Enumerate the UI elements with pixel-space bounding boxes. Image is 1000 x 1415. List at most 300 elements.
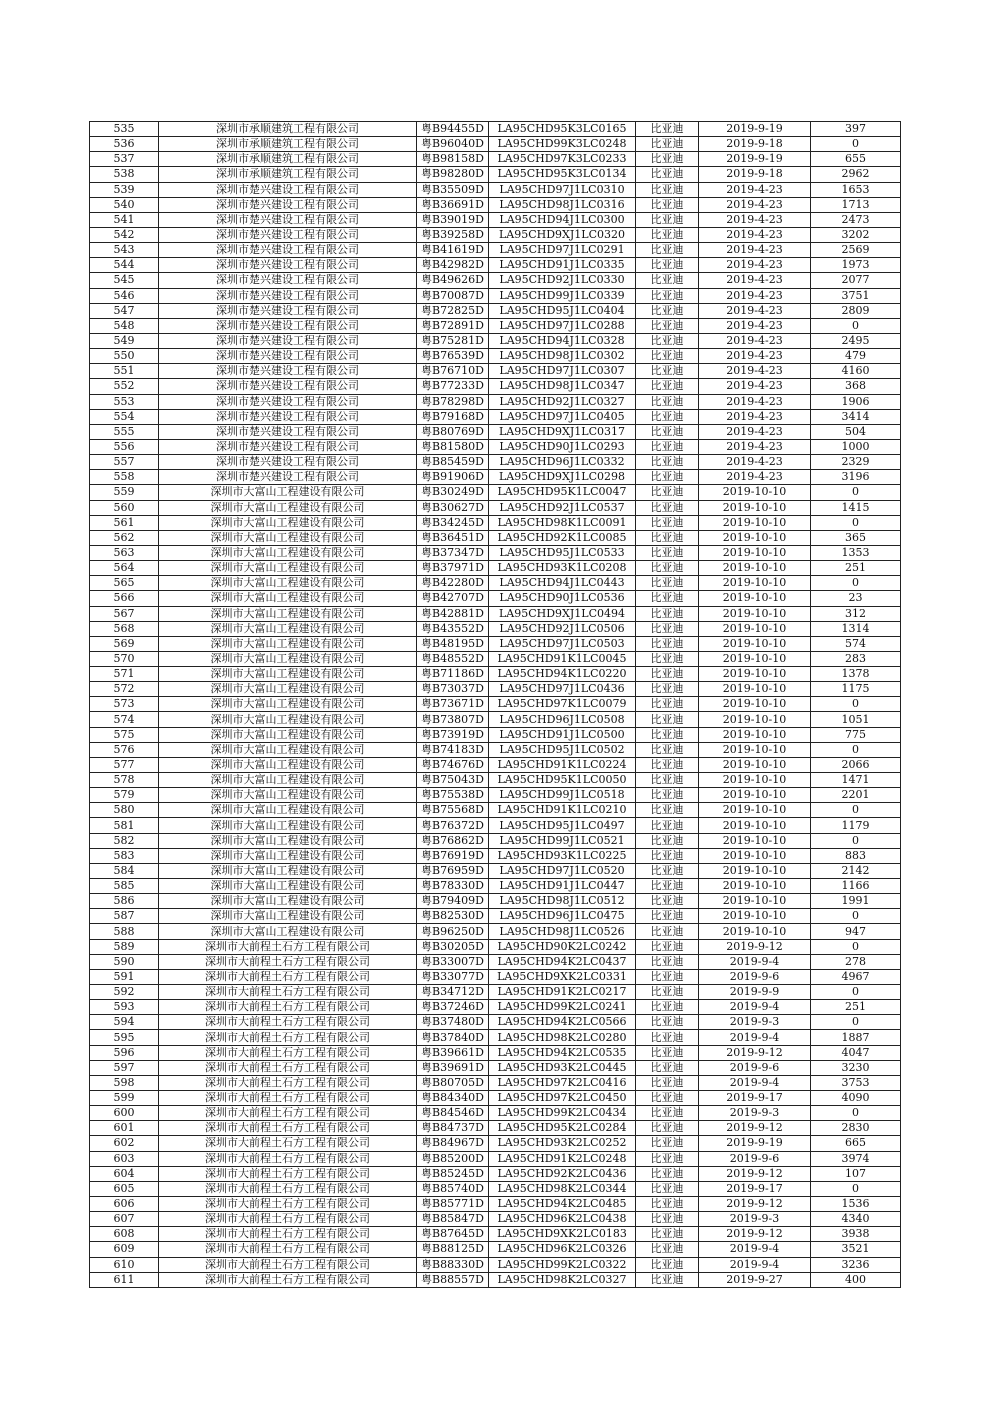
plate-number-cell: 粤B39691D: [417, 1060, 489, 1075]
table-row: [90, 1045, 901, 1060]
company-cell: 深圳市大富山工程建设有限公司: [159, 651, 417, 666]
plate-number-cell: 粤B98158D: [417, 152, 489, 167]
date-cell: 2019-9-6: [699, 969, 811, 984]
date-cell: 2019-10-10: [699, 863, 811, 878]
table-row: [90, 1091, 901, 1106]
date-cell: 2019-4-23: [699, 379, 811, 394]
brand-cell: 比亚迪: [636, 985, 699, 1000]
value-cell: 947: [811, 924, 901, 939]
vin-cell: LA95CHD97K1LC0079: [489, 697, 636, 712]
plate-number-cell: 粤B42881D: [417, 606, 489, 621]
vin-cell: LA95CHD97K3LC0233: [489, 152, 636, 167]
table-row: [90, 424, 901, 439]
company-cell: 深圳市楚兴建设工程有限公司: [159, 243, 417, 258]
value-cell: 0: [811, 742, 901, 757]
company-cell: 深圳市大富山工程建设有限公司: [159, 667, 417, 682]
company-cell: 深圳市大富山工程建设有限公司: [159, 894, 417, 909]
value-cell: 251: [811, 1000, 901, 1015]
plate-number-cell: 粤B39258D: [417, 227, 489, 242]
row-number-cell: 603: [90, 1151, 159, 1166]
table-row: [90, 333, 901, 348]
company-cell: 深圳市承顺建筑工程有限公司: [159, 152, 417, 167]
date-cell: 2019-10-10: [699, 894, 811, 909]
plate-number-cell: 粤B37840D: [417, 1030, 489, 1045]
table-row: [90, 515, 901, 530]
company-cell: 深圳市大前程土石方工程有限公司: [159, 1091, 417, 1106]
plate-number-cell: 粤B70087D: [417, 288, 489, 303]
table-row: [90, 137, 901, 152]
vin-cell: LA95CHD99K2LC0241: [489, 1000, 636, 1015]
row-number-cell: 551: [90, 364, 159, 379]
date-cell: 2019-4-23: [699, 409, 811, 424]
value-cell: 0: [811, 485, 901, 500]
plate-number-cell: 粤B76539D: [417, 349, 489, 364]
date-cell: 2019-10-10: [699, 727, 811, 742]
brand-cell: 比亚迪: [636, 863, 699, 878]
date-cell: 2019-10-10: [699, 545, 811, 560]
brand-cell: 比亚迪: [636, 1060, 699, 1075]
value-cell: 1991: [811, 894, 901, 909]
plate-number-cell: 粤B85459D: [417, 455, 489, 470]
vin-cell: LA95CHD97J1LC0291: [489, 243, 636, 258]
value-cell: 3414: [811, 409, 901, 424]
vin-cell: LA95CHD98J1LC0316: [489, 197, 636, 212]
row-number-cell: 570: [90, 651, 159, 666]
table-row: [90, 682, 901, 697]
row-number-cell: 594: [90, 1015, 159, 1030]
table-row: [90, 243, 901, 258]
table-row: [90, 303, 901, 318]
value-cell: 479: [811, 349, 901, 364]
value-cell: 400: [811, 1272, 901, 1287]
company-cell: 深圳市大前程土石方工程有限公司: [159, 969, 417, 984]
value-cell: 4090: [811, 1091, 901, 1106]
brand-cell: 比亚迪: [636, 848, 699, 863]
brand-cell: 比亚迪: [636, 212, 699, 227]
vin-cell: LA95CHD97J1LC0503: [489, 636, 636, 651]
plate-number-cell: 粤B87645D: [417, 1227, 489, 1242]
table-row: [90, 1000, 901, 1015]
plate-number-cell: 粤B88330D: [417, 1257, 489, 1272]
date-cell: 2019-10-10: [699, 500, 811, 515]
brand-cell: 比亚迪: [636, 515, 699, 530]
date-cell: 2019-9-4: [699, 1030, 811, 1045]
plate-number-cell: 粤B39661D: [417, 1045, 489, 1060]
brand-cell: 比亚迪: [636, 1166, 699, 1181]
vin-cell: LA95CHD92J1LC0327: [489, 394, 636, 409]
date-cell: 2019-4-23: [699, 394, 811, 409]
brand-cell: 比亚迪: [636, 909, 699, 924]
date-cell: 2019-9-19: [699, 152, 811, 167]
row-number-cell: 572: [90, 682, 159, 697]
vin-cell: LA95CHD96J1LC0508: [489, 712, 636, 727]
table-row: [90, 1106, 901, 1121]
vin-cell: LA95CHD99K2LC0434: [489, 1106, 636, 1121]
row-number-cell: 538: [90, 167, 159, 182]
company-cell: 深圳市大前程土石方工程有限公司: [159, 1000, 417, 1015]
company-cell: 深圳市大富山工程建设有限公司: [159, 545, 417, 560]
date-cell: 2019-9-12: [699, 1227, 811, 1242]
company-cell: 深圳市大富山工程建设有限公司: [159, 773, 417, 788]
row-number-cell: 579: [90, 788, 159, 803]
vin-cell: LA95CHD97K2LC0416: [489, 1075, 636, 1090]
row-number-cell: 609: [90, 1242, 159, 1257]
plate-number-cell: 粤B85245D: [417, 1166, 489, 1181]
value-cell: 278: [811, 954, 901, 969]
value-cell: 1653: [811, 182, 901, 197]
company-cell: 深圳市大前程土石方工程有限公司: [159, 1030, 417, 1045]
brand-cell: 比亚迪: [636, 697, 699, 712]
row-number-cell: 549: [90, 333, 159, 348]
row-number-cell: 545: [90, 273, 159, 288]
brand-cell: 比亚迪: [636, 939, 699, 954]
value-cell: 665: [811, 1136, 901, 1151]
date-cell: 2019-9-17: [699, 1091, 811, 1106]
row-number-cell: 584: [90, 863, 159, 878]
value-cell: 397: [811, 122, 901, 137]
vin-cell: LA95CHD98K1LC0091: [489, 515, 636, 530]
plate-number-cell: 粤B85200D: [417, 1151, 489, 1166]
vin-cell: LA95CHD99K2LC0322: [489, 1257, 636, 1272]
brand-cell: 比亚迪: [636, 773, 699, 788]
date-cell: 2019-10-10: [699, 697, 811, 712]
brand-cell: 比亚迪: [636, 258, 699, 273]
brand-cell: 比亚迪: [636, 455, 699, 470]
brand-cell: 比亚迪: [636, 1242, 699, 1257]
row-number-cell: 598: [90, 1075, 159, 1090]
value-cell: 0: [811, 697, 901, 712]
vin-cell: LA95CHD97J1LC0307: [489, 364, 636, 379]
plate-number-cell: 粤B49626D: [417, 273, 489, 288]
company-cell: 深圳市大富山工程建设有限公司: [159, 833, 417, 848]
row-number-cell: 555: [90, 424, 159, 439]
brand-cell: 比亚迪: [636, 651, 699, 666]
vin-cell: LA95CHD94J1LC0300: [489, 212, 636, 227]
row-number-cell: 577: [90, 757, 159, 772]
vin-cell: LA95CHD94K2LC0437: [489, 954, 636, 969]
vin-cell: LA95CHD95J1LC0404: [489, 303, 636, 318]
company-cell: 深圳市大富山工程建设有限公司: [159, 500, 417, 515]
value-cell: 2473: [811, 212, 901, 227]
date-cell: 2019-9-19: [699, 1136, 811, 1151]
company-cell: 深圳市大富山工程建设有限公司: [159, 697, 417, 712]
brand-cell: 比亚迪: [636, 409, 699, 424]
table-row: [90, 606, 901, 621]
row-number-cell: 588: [90, 924, 159, 939]
brand-cell: 比亚迪: [636, 273, 699, 288]
table-row: [90, 1015, 901, 1030]
row-number-cell: 605: [90, 1181, 159, 1196]
company-cell: 深圳市楚兴建设工程有限公司: [159, 212, 417, 227]
company-cell: 深圳市大前程土石方工程有限公司: [159, 1151, 417, 1166]
row-number-cell: 574: [90, 712, 159, 727]
value-cell: 3938: [811, 1227, 901, 1242]
company-cell: 深圳市大前程土石方工程有限公司: [159, 985, 417, 1000]
vin-cell: LA95CHD91K1LC0210: [489, 803, 636, 818]
date-cell: 2019-10-10: [699, 712, 811, 727]
table-row: [90, 818, 901, 833]
value-cell: 3974: [811, 1151, 901, 1166]
vin-cell: LA95CHD93K1LC0225: [489, 848, 636, 863]
plate-number-cell: 粤B80769D: [417, 424, 489, 439]
table-row: [90, 985, 901, 1000]
brand-cell: 比亚迪: [636, 303, 699, 318]
value-cell: 3202: [811, 227, 901, 242]
company-cell: 深圳市大前程土石方工程有限公司: [159, 1075, 417, 1090]
value-cell: 2495: [811, 333, 901, 348]
row-number-cell: 591: [90, 969, 159, 984]
value-cell: 3236: [811, 1257, 901, 1272]
vin-cell: LA95CHD94K2LC0566: [489, 1015, 636, 1030]
plate-number-cell: 粤B76710D: [417, 364, 489, 379]
value-cell: 2809: [811, 303, 901, 318]
date-cell: 2019-10-10: [699, 848, 811, 863]
table-row: [90, 939, 901, 954]
table-row: [90, 576, 901, 591]
row-number-cell: 585: [90, 879, 159, 894]
value-cell: 2142: [811, 863, 901, 878]
date-cell: 2019-10-10: [699, 561, 811, 576]
date-cell: 2019-4-23: [699, 227, 811, 242]
table-row: [90, 349, 901, 364]
table-row: [90, 636, 901, 651]
date-cell: 2019-10-10: [699, 530, 811, 545]
vin-cell: LA95CHD97J1LC0288: [489, 318, 636, 333]
company-cell: 深圳市大富山工程建设有限公司: [159, 788, 417, 803]
company-cell: 深圳市大富山工程建设有限公司: [159, 909, 417, 924]
row-number-cell: 557: [90, 455, 159, 470]
vin-cell: LA95CHD96K2LC0326: [489, 1242, 636, 1257]
company-cell: 深圳市楚兴建设工程有限公司: [159, 439, 417, 454]
date-cell: 2019-4-23: [699, 349, 811, 364]
table-row: [90, 500, 901, 515]
value-cell: 251: [811, 561, 901, 576]
row-number-cell: 550: [90, 349, 159, 364]
company-cell: 深圳市楚兴建设工程有限公司: [159, 379, 417, 394]
vin-cell: LA95CHD91J1LC0500: [489, 727, 636, 742]
table-row: [90, 712, 901, 727]
plate-number-cell: 粤B36691D: [417, 197, 489, 212]
date-cell: 2019-9-27: [699, 1272, 811, 1287]
date-cell: 2019-10-10: [699, 757, 811, 772]
value-cell: 883: [811, 848, 901, 863]
table-row: [90, 727, 901, 742]
vin-cell: LA95CHD9XJ1LC0317: [489, 424, 636, 439]
row-number-cell: 552: [90, 379, 159, 394]
value-cell: 1166: [811, 879, 901, 894]
brand-cell: 比亚迪: [636, 894, 699, 909]
plate-number-cell: 粤B33007D: [417, 954, 489, 969]
row-number-cell: 567: [90, 606, 159, 621]
date-cell: 2019-4-23: [699, 439, 811, 454]
plate-number-cell: 粤B43552D: [417, 621, 489, 636]
brand-cell: 比亚迪: [636, 1015, 699, 1030]
value-cell: 0: [811, 803, 901, 818]
date-cell: 2019-10-10: [699, 591, 811, 606]
vin-cell: LA95CHD92J1LC0330: [489, 273, 636, 288]
company-cell: 深圳市大前程土石方工程有限公司: [159, 1242, 417, 1257]
row-number-cell: 593: [90, 1000, 159, 1015]
date-cell: 2019-10-10: [699, 788, 811, 803]
date-cell: 2019-4-23: [699, 424, 811, 439]
plate-number-cell: 粤B37347D: [417, 545, 489, 560]
brand-cell: 比亚迪: [636, 1000, 699, 1015]
company-cell: 深圳市大前程土石方工程有限公司: [159, 1015, 417, 1030]
date-cell: 2019-4-23: [699, 364, 811, 379]
brand-cell: 比亚迪: [636, 833, 699, 848]
plate-number-cell: 粤B72825D: [417, 303, 489, 318]
plate-number-cell: 粤B48195D: [417, 636, 489, 651]
brand-cell: 比亚迪: [636, 349, 699, 364]
table-row: [90, 318, 901, 333]
company-cell: 深圳市大前程土石方工程有限公司: [159, 1045, 417, 1060]
company-cell: 深圳市楚兴建设工程有限公司: [159, 364, 417, 379]
plate-number-cell: 粤B79409D: [417, 894, 489, 909]
value-cell: 1713: [811, 197, 901, 212]
table-row: [90, 470, 901, 485]
company-cell: 深圳市楚兴建设工程有限公司: [159, 318, 417, 333]
brand-cell: 比亚迪: [636, 167, 699, 182]
row-number-cell: 578: [90, 773, 159, 788]
vin-cell: LA95CHD98K2LC0344: [489, 1181, 636, 1196]
value-cell: 1353: [811, 545, 901, 560]
plate-number-cell: 粤B78298D: [417, 394, 489, 409]
table-row: [90, 1196, 901, 1211]
vin-cell: LA95CHD95K2LC0284: [489, 1121, 636, 1136]
table-row: [90, 969, 901, 984]
plate-number-cell: 粤B74183D: [417, 742, 489, 757]
date-cell: 2019-4-23: [699, 288, 811, 303]
plate-number-cell: 粤B73037D: [417, 682, 489, 697]
vin-cell: LA95CHD9XJ1LC0320: [489, 227, 636, 242]
company-cell: 深圳市大富山工程建设有限公司: [159, 515, 417, 530]
value-cell: 0: [811, 985, 901, 1000]
company-cell: 深圳市大前程土石方工程有限公司: [159, 1106, 417, 1121]
date-cell: 2019-10-10: [699, 576, 811, 591]
vin-cell: LA95CHD91K1LC0045: [489, 651, 636, 666]
value-cell: 2830: [811, 1121, 901, 1136]
company-cell: 深圳市大前程土石方工程有限公司: [159, 1121, 417, 1136]
plate-number-cell: 粤B84967D: [417, 1136, 489, 1151]
date-cell: 2019-9-3: [699, 1015, 811, 1030]
company-cell: 深圳市大富山工程建设有限公司: [159, 591, 417, 606]
row-number-cell: 536: [90, 137, 159, 152]
value-cell: 775: [811, 727, 901, 742]
vin-cell: LA95CHD95K1LC0047: [489, 485, 636, 500]
table-row: [90, 833, 901, 848]
brand-cell: 比亚迪: [636, 1136, 699, 1151]
table-row: [90, 1136, 901, 1151]
company-cell: 深圳市楚兴建设工程有限公司: [159, 197, 417, 212]
brand-cell: 比亚迪: [636, 727, 699, 742]
vin-cell: LA95CHD95K3LC0134: [489, 167, 636, 182]
row-number-cell: 611: [90, 1272, 159, 1287]
value-cell: 2066: [811, 757, 901, 772]
plate-number-cell: 粤B80705D: [417, 1075, 489, 1090]
value-cell: 1179: [811, 818, 901, 833]
brand-cell: 比亚迪: [636, 137, 699, 152]
plate-number-cell: 粤B77233D: [417, 379, 489, 394]
company-cell: 深圳市大富山工程建设有限公司: [159, 863, 417, 878]
plate-number-cell: 粤B76959D: [417, 863, 489, 878]
date-cell: 2019-9-6: [699, 1151, 811, 1166]
value-cell: 0: [811, 1181, 901, 1196]
brand-cell: 比亚迪: [636, 969, 699, 984]
brand-cell: 比亚迪: [636, 1196, 699, 1211]
value-cell: 0: [811, 1015, 901, 1030]
company-cell: 深圳市楚兴建设工程有限公司: [159, 455, 417, 470]
company-cell: 深圳市大前程土石方工程有限公司: [159, 954, 417, 969]
company-cell: 深圳市大前程土石方工程有限公司: [159, 1272, 417, 1287]
vin-cell: LA95CHD98K2LC0280: [489, 1030, 636, 1045]
table-row: [90, 561, 901, 576]
date-cell: 2019-9-9: [699, 985, 811, 1000]
vin-cell: LA95CHD91K2LC0217: [489, 985, 636, 1000]
table-row: [90, 1227, 901, 1242]
date-cell: 2019-9-12: [699, 939, 811, 954]
plate-number-cell: 粤B75568D: [417, 803, 489, 818]
vin-cell: LA95CHD95J1LC0497: [489, 818, 636, 833]
date-cell: 2019-10-10: [699, 485, 811, 500]
table-row: [90, 182, 901, 197]
vin-cell: LA95CHD93K2LC0445: [489, 1060, 636, 1075]
plate-number-cell: 粤B75281D: [417, 333, 489, 348]
company-cell: 深圳市大富山工程建设有限公司: [159, 682, 417, 697]
value-cell: 1973: [811, 258, 901, 273]
value-cell: 3751: [811, 288, 901, 303]
vin-cell: LA95CHD99J1LC0521: [489, 833, 636, 848]
vin-cell: LA95CHD99K3LC0248: [489, 137, 636, 152]
plate-number-cell: 粤B42707D: [417, 591, 489, 606]
date-cell: 2019-9-12: [699, 1196, 811, 1211]
plate-number-cell: 粤B39019D: [417, 212, 489, 227]
brand-cell: 比亚迪: [636, 591, 699, 606]
row-number-cell: 589: [90, 939, 159, 954]
date-cell: 2019-9-18: [699, 137, 811, 152]
value-cell: 4160: [811, 364, 901, 379]
row-number-cell: 595: [90, 1030, 159, 1045]
company-cell: 深圳市楚兴建设工程有限公司: [159, 288, 417, 303]
brand-cell: 比亚迪: [636, 606, 699, 621]
date-cell: 2019-10-10: [699, 909, 811, 924]
row-number-cell: 600: [90, 1106, 159, 1121]
brand-cell: 比亚迪: [636, 1045, 699, 1060]
table-row: [90, 530, 901, 545]
vin-cell: LA95CHD9XK2LC0331: [489, 969, 636, 984]
row-number-cell: 544: [90, 258, 159, 273]
row-number-cell: 601: [90, 1121, 159, 1136]
vin-cell: LA95CHD9XJ1LC0298: [489, 470, 636, 485]
company-cell: 深圳市大前程土石方工程有限公司: [159, 1060, 417, 1075]
brand-cell: 比亚迪: [636, 394, 699, 409]
plate-number-cell: 粤B35509D: [417, 182, 489, 197]
vin-cell: LA95CHD96K2LC0438: [489, 1212, 636, 1227]
row-number-cell: 575: [90, 727, 159, 742]
plate-number-cell: 粤B94455D: [417, 122, 489, 137]
table-row: [90, 803, 901, 818]
value-cell: 0: [811, 137, 901, 152]
brand-cell: 比亚迪: [636, 1212, 699, 1227]
vin-cell: LA95CHD92K1LC0085: [489, 530, 636, 545]
table-row: [90, 651, 901, 666]
brand-cell: 比亚迪: [636, 122, 699, 137]
company-cell: 深圳市楚兴建设工程有限公司: [159, 182, 417, 197]
table-row: [90, 1257, 901, 1272]
vin-cell: LA95CHD97K2LC0450: [489, 1091, 636, 1106]
value-cell: 1415: [811, 500, 901, 515]
vin-cell: LA95CHD98J1LC0302: [489, 349, 636, 364]
plate-number-cell: 粤B91906D: [417, 470, 489, 485]
